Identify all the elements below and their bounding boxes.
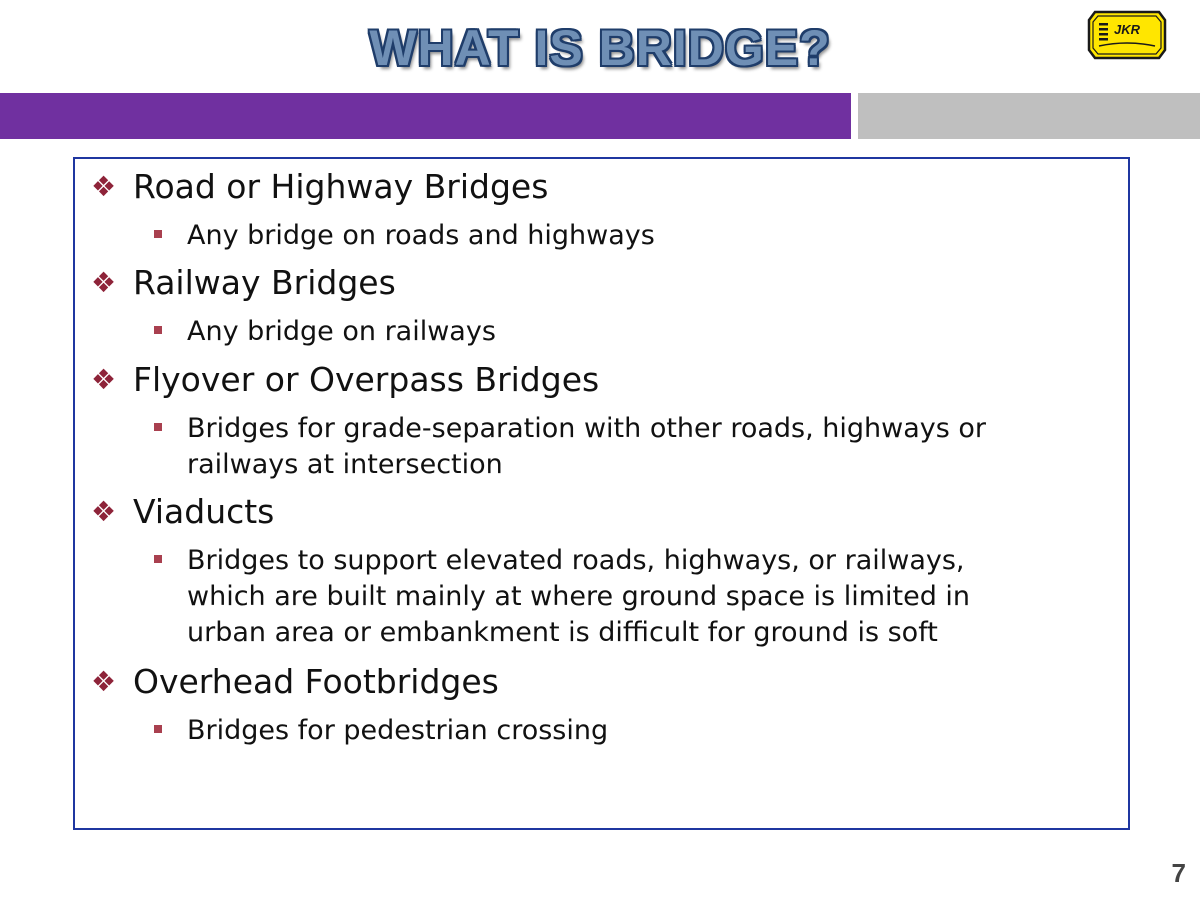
bullet-text: Railway Bridges <box>133 263 396 302</box>
slide-title: WHAT IS BRIDGE? <box>369 20 831 76</box>
diamond-bullet-icon: ❖ <box>91 363 117 396</box>
bullet-text: Viaducts <box>133 492 275 531</box>
content-box: ❖ Road or Highway Bridges Any bridge on roads and highways ❖ Railway Bridges Any bridge on railways ❖ Flyover or Overpass Bridges Bridges for grade-separation with other roads, highways or railways at intersection ❖ Viaducts Bridges to support elevated roads, highways, or railways, which are built mainly at where ground space is limited in urban area or embankment is difficult for ground is soft ❖ Overhead Footbridges Bridges for pedestrian crossing <box>73 157 1130 830</box>
jkr-logo-icon <box>1087 10 1167 60</box>
diamond-bullet-icon: ❖ <box>91 266 117 299</box>
title-bar-purple <box>0 93 851 139</box>
diamond-bullet-icon: ❖ <box>91 495 117 528</box>
diamond-bullet-icon: ❖ <box>91 170 117 203</box>
square-bullet-icon <box>154 725 162 733</box>
square-bullet-icon <box>154 555 162 563</box>
bullet-text: Overhead Footbridges <box>133 662 499 701</box>
square-bullet-icon <box>154 326 162 334</box>
bullet-text: Flyover or Overpass Bridges <box>133 360 600 399</box>
title-bar-gray <box>858 93 1200 139</box>
jkr-logo <box>1087 10 1167 60</box>
bullet-text: Road or Highway Bridges <box>133 167 549 206</box>
page-number: 7 <box>1171 858 1186 888</box>
svg-text:JKR: JKR <box>1114 22 1141 37</box>
square-bullet-icon <box>154 423 162 431</box>
diamond-bullet-icon: ❖ <box>91 665 117 698</box>
square-bullet-icon <box>154 230 162 238</box>
